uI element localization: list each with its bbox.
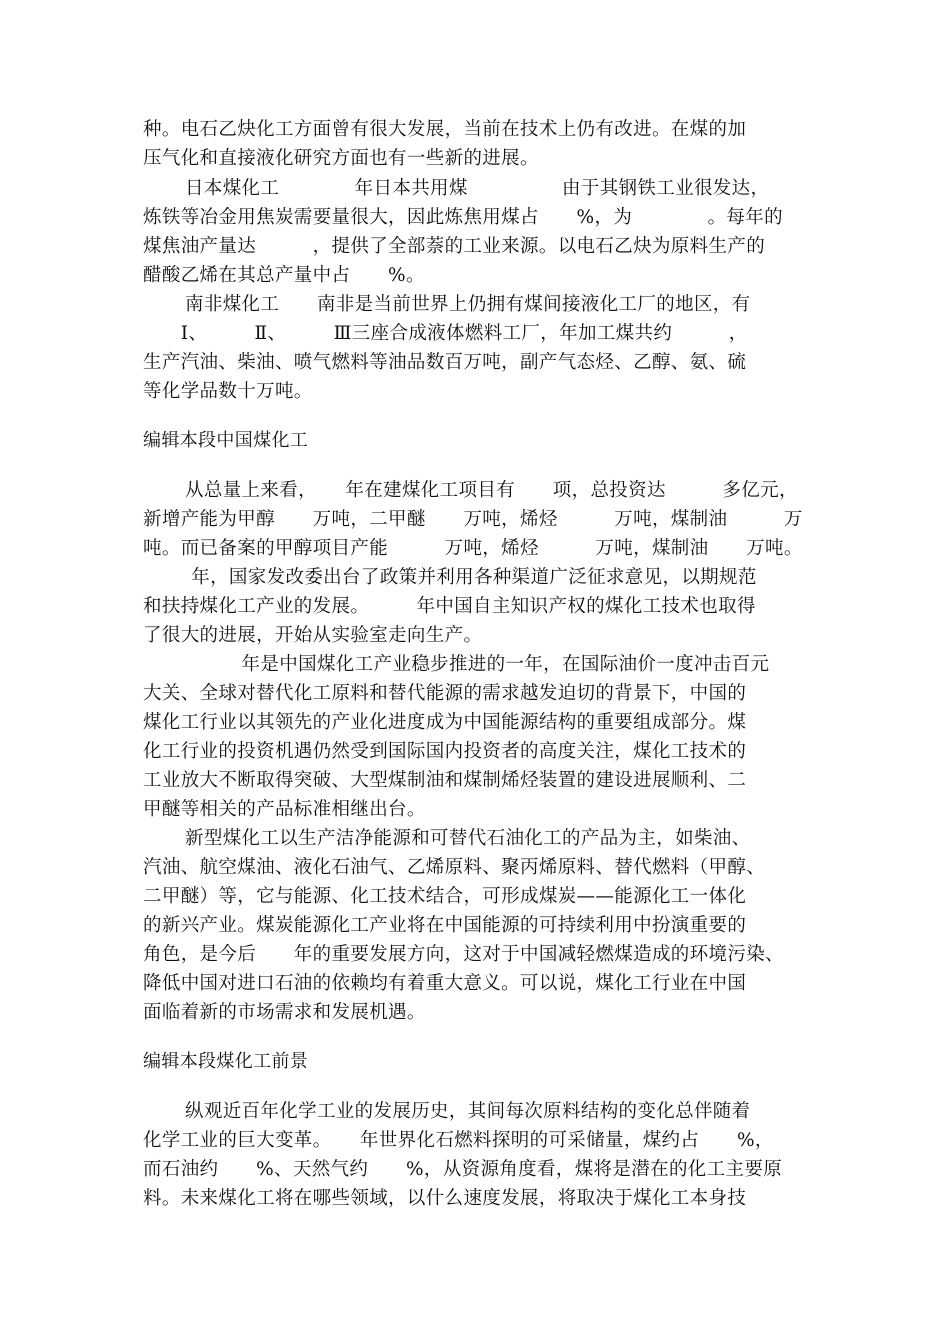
- paragraph-line: 和扶持煤化工产业的发展。 年中国自主知识产权的煤化工技术也取得: [143, 596, 756, 617]
- paragraph-line: 煤焦油产量达 ，提供了全部萘的工业来源。以电石乙炔为原料生产的: [143, 236, 766, 257]
- paragraph-line: 新型煤化工以生产洁净能源和可替代石油化工的产品为主，如柴油、: [185, 828, 751, 849]
- paragraph-line: 煤化工行业以其领先的产业化进度成为中国能源结构的重要组成部分。煤: [143, 712, 747, 733]
- paragraph-line: 南非煤化工 南非是当前世界上仍拥有煤间接液化工厂的地区，有: [185, 294, 751, 315]
- paragraph-line: 工业放大不断取得突破、大型煤制油和煤制烯烃装置的建设进展顺利、二: [143, 770, 747, 791]
- paragraph-line: 新增产能为甲醇 万吨，二甲醚 万吨，烯烃 万吨，煤制油 万: [143, 509, 803, 530]
- paragraph-line: 降低中国对进口石油的依赖均有着重大意义。可以说，煤化工行业在中国: [143, 973, 747, 994]
- paragraph-line: 炼铁等冶金用焦炭需要量很大，因此炼焦用煤占 %，为 。每年的: [143, 207, 783, 228]
- paragraph-line: 种。电石乙炔化工方面曾有很大发展，当前在技术上仍有改进。在煤的加: [143, 119, 747, 140]
- paragraph-line: 化工行业的投资机遇仍然受到国际国内投资者的高度关注，煤化工技术的: [143, 741, 747, 762]
- paragraph-line: 日本煤化工 年日本共用煤 由于其钢铁工业很发达，: [185, 178, 770, 199]
- paragraph-line: 年是中国煤化工产业稳步推进的一年，在国际油价一度冲击百元: [185, 654, 770, 675]
- paragraph-line: 大关、全球对替代化工原料和替代能源的需求越发迫切的背景下，中国的: [143, 683, 747, 704]
- paragraph-line: 年，国家发改委出台了政策并利用各种渠道广泛征求意见，以期规范: [185, 567, 757, 588]
- paragraph-line: 料。未来煤化工将在哪些领域，以什么速度发展，将取决于煤化工本身技: [143, 1188, 747, 1209]
- paragraph-line: 吨。而已备案的甲醇项目产能 万吨，烯烃 万吨，煤制油 万吨。: [143, 538, 803, 559]
- paragraph-line: 纵观近百年化学工业的发展历史，其间每次原料结构的变化总伴随着: [185, 1101, 751, 1122]
- paragraph-line: 压气化和直接液化研究方面也有一些新的进展。: [143, 148, 539, 169]
- paragraph-line: 二甲醚）等，它与能源、化工技术结合，可形成煤炭——能源化工一体化: [143, 886, 747, 907]
- paragraph-line: 汽油、航空煤油、液化石油气、乙烯原料、聚丙烯原料、替代燃料（甲醇、: [143, 857, 766, 878]
- section-heading: 编辑本段煤化工前景: [143, 1051, 309, 1072]
- paragraph-line: 的新兴产业。煤炭能源化工产业将在中国能源的可持续利用中扮演重要的: [143, 915, 747, 936]
- section-heading: 编辑本段中国煤化工: [143, 430, 309, 451]
- paragraph-line: 角色，是今后 年的重要发展方向，这对于中国减轻燃煤造成的环境污染、: [143, 944, 784, 965]
- paragraph-line: 化学工业的巨大变革。 年世界化石燃料探明的可采储量，煤约占 %，: [143, 1130, 774, 1151]
- paragraph-line: 而石油约 %、天然气约 %，从资源角度看，煤将是潜在的化工主要原: [143, 1159, 783, 1180]
- paragraph-line: Ⅰ、 Ⅱ、 Ⅲ三座合成液体燃料工厂，年加工煤共约 ，: [143, 323, 748, 344]
- paragraph-line: 面临着新的市场需求和发展机遇。: [143, 1002, 426, 1023]
- paragraph-line: 生产汽油、柴油、喷气燃料等油品数百万吨，副产气态烃、乙醇、氨、硫: [143, 352, 747, 373]
- paragraph-line: 了很大的进展，开始从实验室走向生产。: [143, 625, 483, 646]
- paragraph-line: 醋酸乙烯在其总产量中占 %。: [143, 265, 425, 286]
- paragraph-line: 等化学品数十万吨。: [143, 381, 313, 402]
- paragraph-line: 甲醚等相关的产品标准相继出台。: [143, 799, 426, 820]
- paragraph-line: 从总量上来看， 年在建煤化工项目有 项，总投资达 多亿元，: [185, 480, 798, 501]
